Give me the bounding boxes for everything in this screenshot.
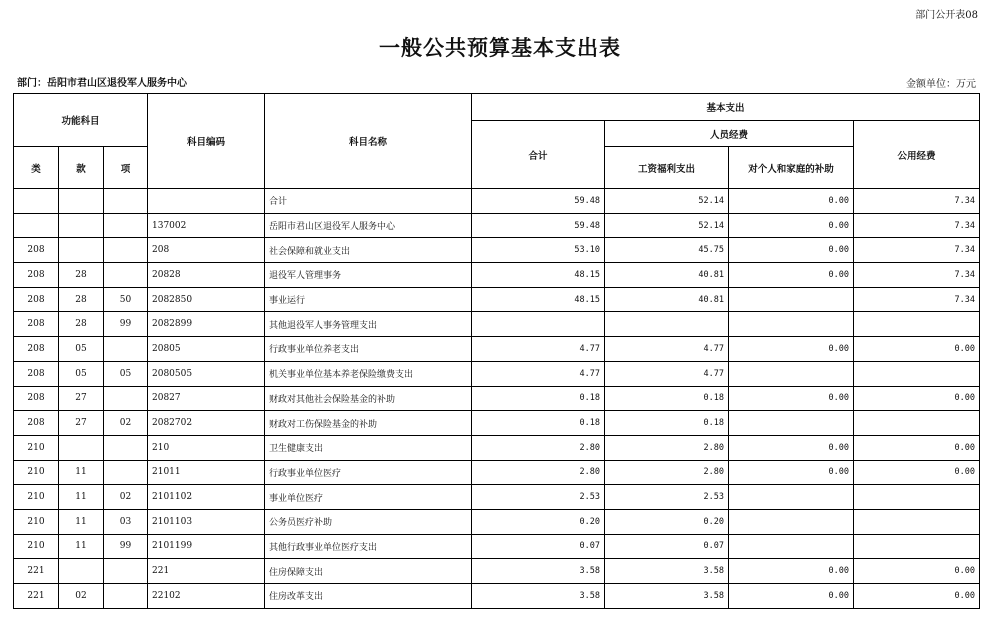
cell-lei: 210 (14, 460, 59, 485)
cell-name: 住房保障支出 (265, 559, 472, 584)
cell-name: 行政事业单位医疗 (265, 460, 472, 485)
cell-name: 社会保障和就业支出 (265, 238, 472, 263)
header-function-subject: 功能科目 (14, 94, 148, 147)
table-row (14, 460, 980, 485)
cell-subsidy: 0.00 (729, 559, 854, 584)
cell-kuan: 28 (59, 312, 104, 337)
cell-kuan: 27 (59, 411, 104, 436)
cell-name: 机关事业单位基本养老保险缴费支出 (265, 361, 472, 386)
header-subject-name: 科目名称 (265, 94, 472, 189)
cell-xiang: 03 (104, 509, 148, 534)
header-basic-expenditure: 基本支出 (472, 94, 980, 121)
cell-name: 行政事业单位养老支出 (265, 337, 472, 362)
cell-code: 20827 (148, 386, 265, 411)
cell-subsidy: 0.00 (729, 238, 854, 263)
cell-name: 合计 (265, 189, 472, 214)
cell-subsidy: 0.00 (729, 435, 854, 460)
cell-name: 卫生健康支出 (265, 435, 472, 460)
cell-subsidy (729, 485, 854, 510)
cell-public: 0.00 (854, 559, 980, 584)
cell-kuan: 11 (59, 534, 104, 559)
cell-name: 退役军人管理事务 (265, 263, 472, 288)
cell-name: 财政对其他社会保险基金的补助 (265, 386, 472, 411)
cell-salary: 4.77 (605, 337, 729, 362)
cell-subsidy: 0.00 (729, 386, 854, 411)
cell-total: 0.18 (472, 386, 605, 411)
table-row (14, 312, 980, 337)
cell-salary: 0.18 (605, 386, 729, 411)
cell-code: 210 (148, 435, 265, 460)
cell-kuan (59, 435, 104, 460)
cell-public: 0.00 (854, 584, 980, 609)
cell-code: 2082702 (148, 411, 265, 436)
cell-code: 137002 (148, 213, 265, 238)
cell-total: 0.07 (472, 534, 605, 559)
cell-public: 7.34 (854, 287, 980, 312)
cell-code: 2082850 (148, 287, 265, 312)
cell-subsidy: 0.00 (729, 189, 854, 214)
cell-total: 3.58 (472, 584, 605, 609)
department-label: 部门：岳阳市君山区退役军人服务中心 (17, 78, 187, 89)
cell-public: 7.34 (854, 213, 980, 238)
cell-total: 2.80 (472, 460, 605, 485)
cell-salary: 2.80 (605, 460, 729, 485)
header-public-expense: 公用经费 (854, 121, 980, 189)
cell-public: 0.00 (854, 435, 980, 460)
table-row (14, 559, 980, 584)
cell-lei: 208 (14, 361, 59, 386)
header-lei: 类 (14, 147, 59, 189)
cell-public: 0.00 (854, 460, 980, 485)
table-row (14, 361, 980, 386)
cell-total: 48.15 (472, 287, 605, 312)
cell-lei: 208 (14, 386, 59, 411)
amount-unit-label: 金额单位：万元 (906, 79, 976, 90)
cell-salary: 52.14 (605, 189, 729, 214)
cell-total: 4.77 (472, 337, 605, 362)
cell-kuan: 11 (59, 509, 104, 534)
cell-salary: 2.80 (605, 435, 729, 460)
cell-total: 0.20 (472, 509, 605, 534)
cell-lei: 208 (14, 337, 59, 362)
header-total: 合计 (472, 121, 605, 189)
cell-public (854, 534, 980, 559)
table-row (14, 435, 980, 460)
cell-code: 2080505 (148, 361, 265, 386)
table-row (14, 287, 980, 312)
cell-xiang (104, 584, 148, 609)
table-row (14, 263, 980, 288)
cell-xiang (104, 460, 148, 485)
cell-xiang (104, 238, 148, 263)
cell-xiang: 99 (104, 534, 148, 559)
cell-kuan: 11 (59, 460, 104, 485)
cell-code: 2101103 (148, 509, 265, 534)
budget-table (13, 93, 980, 609)
cell-xiang: 99 (104, 312, 148, 337)
cell-xiang: 50 (104, 287, 148, 312)
cell-kuan: 27 (59, 386, 104, 411)
cell-kuan: 05 (59, 337, 104, 362)
cell-xiang (104, 189, 148, 214)
header-family-subsidy: 对个人和家庭的补助 (729, 147, 854, 189)
cell-code (148, 189, 265, 214)
cell-xiang (104, 386, 148, 411)
form-number: 部门公开表08 (915, 10, 978, 21)
cell-subsidy (729, 411, 854, 436)
cell-kuan: 28 (59, 263, 104, 288)
table-row (14, 213, 980, 238)
cell-salary: 3.58 (605, 584, 729, 609)
header-kuan: 款 (59, 147, 104, 189)
cell-code: 2101102 (148, 485, 265, 510)
table-row (14, 189, 980, 214)
cell-code: 221 (148, 559, 265, 584)
cell-kuan: 28 (59, 287, 104, 312)
cell-total: 3.58 (472, 559, 605, 584)
header-salary-welfare: 工资福利支出 (605, 147, 729, 189)
cell-salary: 45.75 (605, 238, 729, 263)
table-row (14, 534, 980, 559)
cell-kuan (59, 189, 104, 214)
cell-code: 2101199 (148, 534, 265, 559)
cell-name: 住房改革支出 (265, 584, 472, 609)
cell-total: 0.18 (472, 411, 605, 436)
cell-kuan: 11 (59, 485, 104, 510)
cell-kuan: 02 (59, 584, 104, 609)
cell-kuan: 05 (59, 361, 104, 386)
table-body (14, 189, 980, 609)
cell-salary: 40.81 (605, 287, 729, 312)
cell-public: 0.00 (854, 337, 980, 362)
cell-salary: 0.18 (605, 411, 729, 436)
header-subject-code: 科目编码 (148, 94, 265, 189)
cell-lei (14, 213, 59, 238)
cell-lei: 208 (14, 238, 59, 263)
cell-total: 53.10 (472, 238, 605, 263)
cell-xiang: 02 (104, 485, 148, 510)
cell-code: 20828 (148, 263, 265, 288)
page-title: 一般公共预算基本支出表 (379, 35, 621, 60)
cell-salary: 4.77 (605, 361, 729, 386)
cell-kuan (59, 559, 104, 584)
cell-name: 其他行政事业单位医疗支出 (265, 534, 472, 559)
cell-salary: 0.20 (605, 509, 729, 534)
cell-xiang (104, 559, 148, 584)
cell-public: 7.34 (854, 263, 980, 288)
cell-name: 事业运行 (265, 287, 472, 312)
table-row (14, 411, 980, 436)
cell-name: 岳阳市君山区退役军人服务中心 (265, 213, 472, 238)
cell-total: 2.80 (472, 435, 605, 460)
cell-code: 22102 (148, 584, 265, 609)
table-row (14, 386, 980, 411)
table-row (14, 485, 980, 510)
cell-lei: 208 (14, 312, 59, 337)
cell-xiang (104, 213, 148, 238)
cell-public: 0.00 (854, 386, 980, 411)
cell-xiang (104, 435, 148, 460)
cell-subsidy: 0.00 (729, 263, 854, 288)
cell-public (854, 411, 980, 436)
cell-lei: 210 (14, 435, 59, 460)
cell-code: 208 (148, 238, 265, 263)
cell-code: 2082899 (148, 312, 265, 337)
cell-lei: 210 (14, 534, 59, 559)
cell-subsidy (729, 312, 854, 337)
cell-subsidy: 0.00 (729, 213, 854, 238)
table-row (14, 509, 980, 534)
cell-name: 其他退役军人事务管理支出 (265, 312, 472, 337)
cell-total: 48.15 (472, 263, 605, 288)
cell-kuan (59, 238, 104, 263)
cell-total (472, 312, 605, 337)
cell-total: 59.48 (472, 189, 605, 214)
cell-code: 21011 (148, 460, 265, 485)
cell-lei: 210 (14, 509, 59, 534)
cell-lei: 208 (14, 263, 59, 288)
cell-lei: 208 (14, 287, 59, 312)
cell-salary: 52.14 (605, 213, 729, 238)
cell-xiang (104, 337, 148, 362)
cell-public: 7.34 (854, 189, 980, 214)
header-personnel-expense: 人员经费 (605, 121, 854, 147)
cell-code: 20805 (148, 337, 265, 362)
cell-salary: 40.81 (605, 263, 729, 288)
cell-name: 公务员医疗补助 (265, 509, 472, 534)
cell-name: 事业单位医疗 (265, 485, 472, 510)
cell-subsidy (729, 534, 854, 559)
cell-public (854, 361, 980, 386)
cell-name: 财政对工伤保险基金的补助 (265, 411, 472, 436)
cell-salary: 3.58 (605, 559, 729, 584)
cell-xiang: 05 (104, 361, 148, 386)
cell-subsidy: 0.00 (729, 584, 854, 609)
cell-total: 2.53 (472, 485, 605, 510)
cell-lei: 210 (14, 485, 59, 510)
cell-subsidy (729, 361, 854, 386)
cell-xiang: 02 (104, 411, 148, 436)
header-xiang: 项 (104, 147, 148, 189)
cell-subsidy: 0.00 (729, 337, 854, 362)
cell-lei: 221 (14, 559, 59, 584)
cell-lei: 221 (14, 584, 59, 609)
cell-public (854, 485, 980, 510)
table-row (14, 238, 980, 263)
cell-subsidy: 0.00 (729, 460, 854, 485)
cell-public (854, 509, 980, 534)
cell-public (854, 312, 980, 337)
table-row (14, 584, 980, 609)
cell-subsidy (729, 509, 854, 534)
cell-salary: 2.53 (605, 485, 729, 510)
cell-xiang (104, 263, 148, 288)
cell-lei (14, 189, 59, 214)
cell-kuan (59, 213, 104, 238)
table-row (14, 337, 980, 362)
cell-public: 7.34 (854, 238, 980, 263)
cell-total: 4.77 (472, 361, 605, 386)
cell-total: 59.48 (472, 213, 605, 238)
cell-subsidy (729, 287, 854, 312)
cell-lei: 208 (14, 411, 59, 436)
cell-salary: 0.07 (605, 534, 729, 559)
cell-salary (605, 312, 729, 337)
